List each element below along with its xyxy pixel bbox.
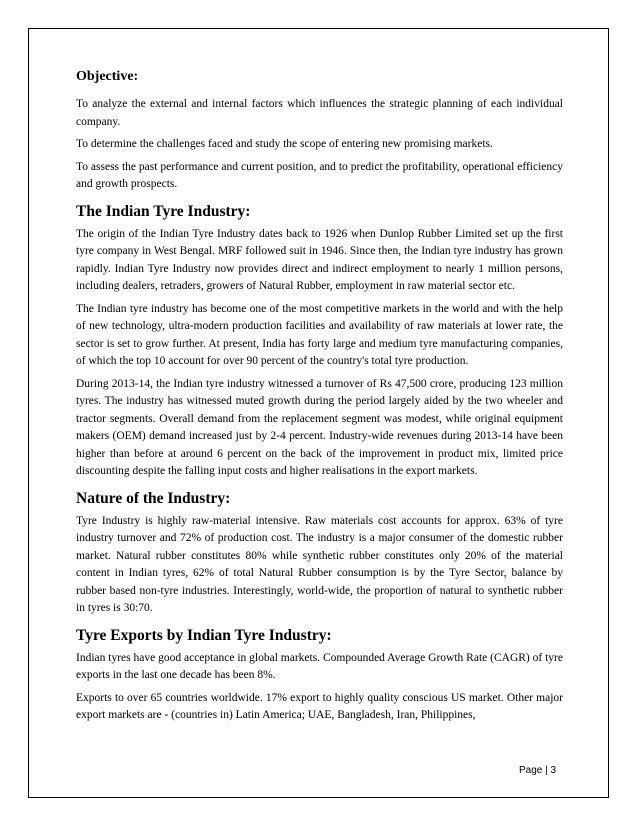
page-number: Page | 3 (519, 765, 557, 776)
indian-tyre-industry-heading: The Indian Tyre Industry: (76, 202, 251, 220)
indian-tyre-industry-paragraph-2: The Indian tyre industry has become one of the most competitive markets in the world and with the help of new technology, ultra-modern production facilities and availability of raw materials at lower rate, the sector is set to grow further. At present, India has forty large and medium tyre manufacturing companies, of which the top 10 account for over 90 percent of the country's total tyre production. (76, 302, 563, 367)
tyre-exports-paragraph-1: Indian tyres have good acceptance in global markets. Compounded Average Growth Rate (CAGR) of tyre exports in the last one decade has been 8%. (76, 651, 563, 681)
nature-of-industry-heading: Nature of the Industry: (76, 489, 231, 507)
objective-heading: Objective: (76, 69, 139, 84)
objective-paragraph-2: To determine the challenges faced and study the scope of entering new promising markets. (76, 138, 493, 150)
objective-paragraph-3: To assess the past performance and current position, and to predict the profitability, operational efficiency and growth prospects. (76, 160, 563, 190)
indian-tyre-industry-paragraph-3: During 2013-14, the Indian tyre industry witnessed a turnover of Rs 47,500 crore, producing 123 million tyres. The industry has witnessed muted growth during the period largely aided by the two wheeler and tractor segments. Overall demand from the replacement segment was modest, while original equipment makers (OEM) demand increased just by 2-4 percent. Industry-wide revenues during 2013-14 have been higher than before at around 6 percent on the back of the improvement in product mix, limited price discounting despite the falling input costs and higher realisations in the export markets. (76, 377, 563, 477)
tyre-exports-paragraph-2: Exports to over 65 countries worldwide. 17% export to highly quality conscious US market. Other major export markets are - (countries in) Latin America; UAE, Bangladesh, Iran, Philippines, (76, 691, 563, 721)
indian-tyre-industry-paragraph-1: The origin of the Indian Tyre Industry dates back to 1926 when Dunlop Rubber Limited set up the first tyre company in West Bengal. MRF followed suit in 1946. Since then, the Indian tyre industry has grown rapidly. Indian Tyre Industry now provides direct and indirect employment to nearly 1 million persons, including dealers, retraders, growers of Natural Rubber, employment in raw material sector etc. (76, 227, 563, 292)
document-body (76, 68, 563, 725)
nature-of-industry-paragraph: Tyre Industry is highly raw-material intensive. Raw materials cost accounts for approx. 63% of tyre industry turnover and 72% of production cost. The industry is a major consumer of the domestic rubber market. Natural rubber constitutes 80% while synthetic rubber constitutes only 20% of the material content in Indian tyres, 62% of total Natural Rubber consumption is by the Tyre Sector, balance by rubber based non-tyre industries. Interestingly, world-wide, the proportion of natural to synthetic rubber in tyres is 30:70. (76, 514, 563, 614)
tyre-exports-heading: Tyre Exports by Indian Tyre Industry: (76, 626, 332, 644)
objective-paragraph-1: To analyze the external and internal factors which influences the strategic planning of each individual company. (76, 98, 563, 128)
